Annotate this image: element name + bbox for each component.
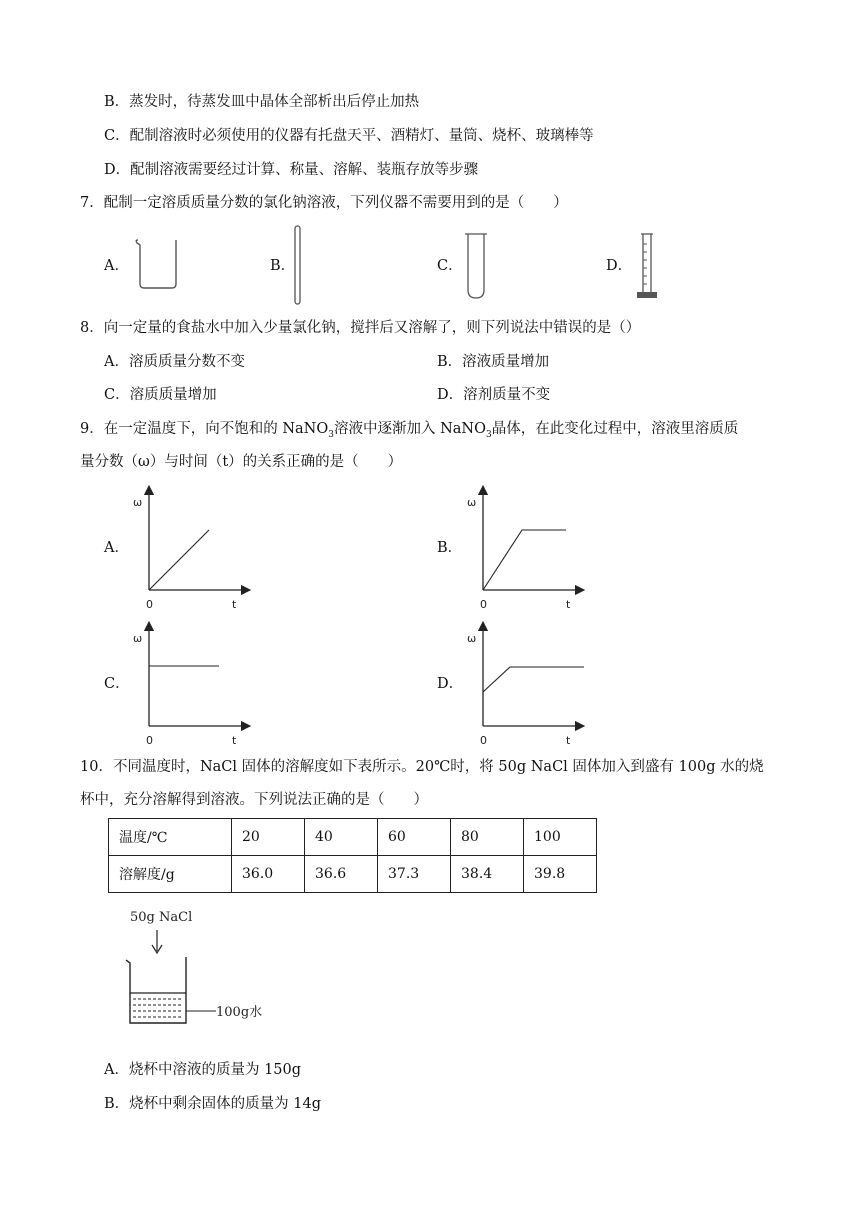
table-cell: 36.0 [232,856,305,893]
q7-stem: 7．配制一定溶质质量分数的氯化钠溶液，下列仪器不需要用到的是（ ） [80,195,568,211]
graduated-cylinder-icon [630,230,664,302]
q10-stem-line2: 杯中，充分溶解得到溶液。下列说法正确的是（ ） [80,792,428,808]
table-cell: 36.6 [305,856,378,893]
table-header-solubility: 溶解度/g [109,856,232,893]
graph-b-y-label: ω [467,496,477,509]
q9-stem-line1: 9．在一定温度下，向不饱和的 NaNO$_3$溶液中逐渐加入 NaNO$_3$晶体，在此变化过程中，溶液里溶质质 [80,421,739,440]
graph-d-y-label: ω [467,632,477,645]
table-cell: 20 [232,819,305,856]
q6-option-c: C．配制溶液时必须使用的仪器有托盘天平、酒精灯、量筒、烧杯、玻璃棒等 [104,128,594,144]
q8-option-c: C．溶质质量增加 [104,387,217,403]
graph-c-origin: 0 [146,734,153,747]
q8-option-a: A．溶质质量分数不变 [104,354,245,370]
q7-label-d: D． [606,258,633,274]
test-tube-icon [462,230,490,302]
table-header-temperature: 温度/℃ [109,819,232,856]
graph-d [464,620,584,750]
graph-a-origin: 0 [146,598,153,611]
table-cell: 80 [451,819,524,856]
figure-top-label: 50g NaCl [130,910,193,925]
q8-option-b: B．溶液质量增加 [437,354,550,370]
graph-b-line [483,530,566,590]
q9-label-c: C． [104,676,130,692]
graph-a [130,484,250,614]
table-row-temperature [109,819,597,856]
q7-label-c: C． [437,258,463,274]
graph-b-origin: 0 [480,598,487,611]
q8-option-d: D．溶剂质量不变 [437,387,551,403]
graph-b [464,484,584,614]
q9-stem-line2: 量分数（ω）与时间（t）的关系正确的是（ ） [80,454,403,470]
q6-option-d: D．配制溶液需要经过计算、称量、溶解、装瓶存放等步骤 [104,162,479,178]
graph-c [130,620,250,750]
q7-label-a: A． [104,258,129,274]
graph-c-y-label: ω [133,632,143,645]
q9-label-b: B． [437,540,463,556]
beaker-figure [120,905,280,1035]
graph-b-x-label: t [566,598,571,611]
table-cell: 60 [378,819,451,856]
graph-d-line [483,667,584,692]
beaker-outline [126,957,186,1023]
q9-label-d: D． [437,676,464,692]
table-cell: 40 [305,819,378,856]
graph-a-line [149,530,209,590]
glass-rod-icon [292,224,304,306]
solubility-table [108,818,597,893]
q10-option-b: B．烧杯中剩余固体的质量为 14g [104,1096,321,1112]
table-cell: 39.8 [524,856,597,893]
graph-c-x-label: t [232,734,237,747]
table-cell: 37.3 [378,856,451,893]
table-cell: 100 [524,819,597,856]
q6-option-b: B．蒸发时，待蒸发皿中晶体全部析出后停止加热 [104,94,420,110]
q10-option-a: A．烧杯中溶液的质量为 150g [104,1062,302,1078]
beaker-icon [134,236,182,292]
graph-d-origin: 0 [480,734,487,747]
graph-a-x-label: t [232,598,237,611]
q8-stem: 8．向一定量的食盐水中加入少量氯化钠，搅拌后又溶解了，则下列说法中错误的是（） [80,320,641,336]
q9-label-a: A． [104,540,129,556]
q7-label-b: B． [270,258,296,274]
graph-d-x-label: t [566,734,571,747]
table-row-solubility [109,856,597,893]
table-cell: 38.4 [451,856,524,893]
figure-side-label: 100g水 [216,1005,263,1020]
q10-stem-line1: 10．不同温度时，NaCl 固体的溶解度如下表所示。20℃时，将 50g NaCl 固体加入到盛有 100g 水的烧 [80,759,764,775]
graph-a-y-label: ω [133,496,143,509]
